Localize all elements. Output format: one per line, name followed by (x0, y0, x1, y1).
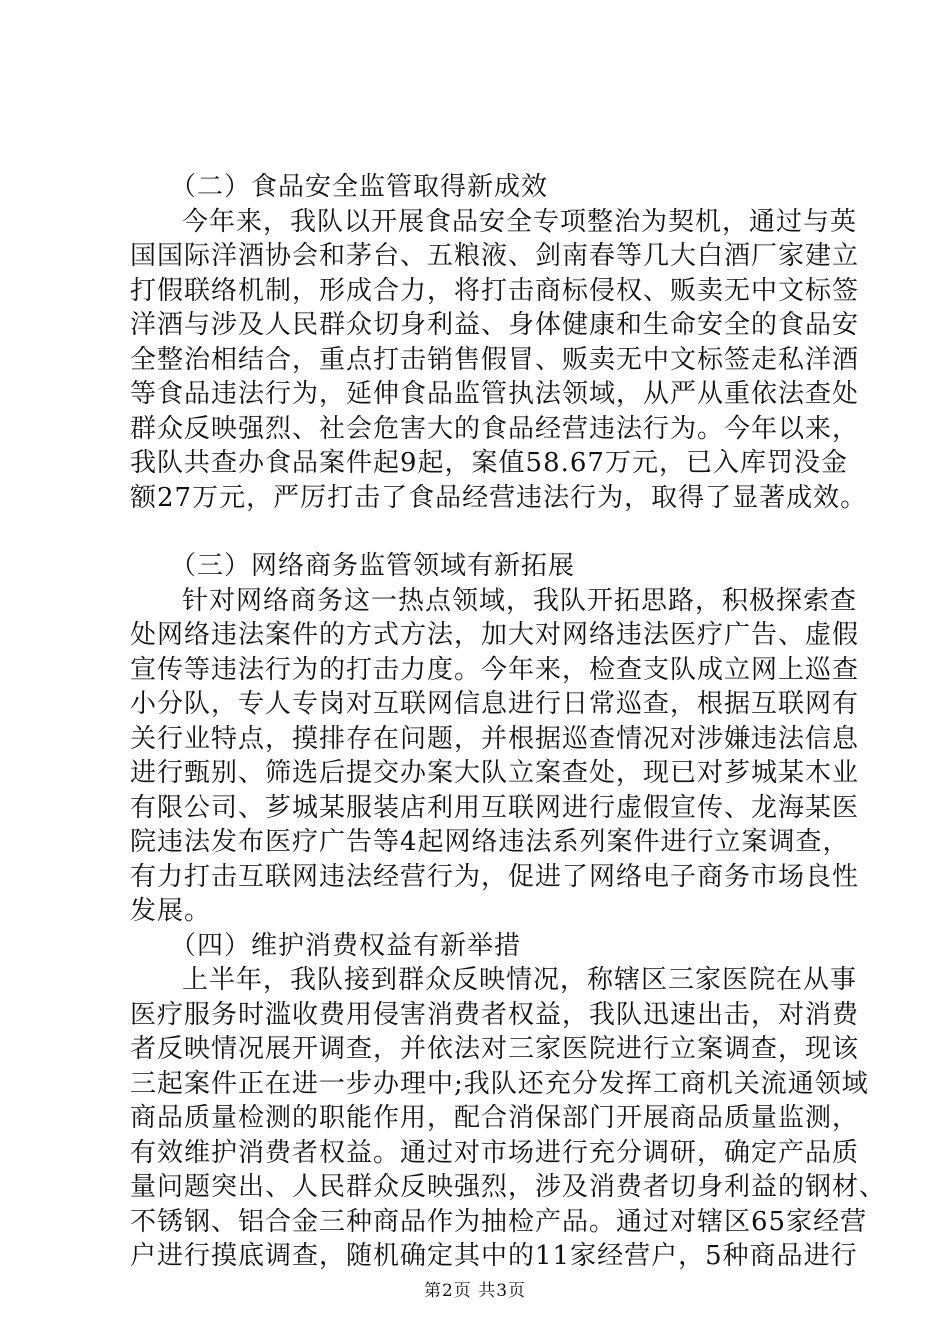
paragraph-line: 全整治相结合，重点打击销售假冒、贩卖无中文标签走私洋酒 (130, 344, 860, 375)
paragraph-line: 医疗服务时滥收费用侵害消费者权益，我队迅速出击，对消费 (130, 999, 860, 1030)
paragraph-line: 群众反映强烈、社会危害大的食品经营违法行为。今年以来， (130, 413, 860, 444)
section-spacer (130, 515, 830, 549)
paragraph-line: 洋酒与涉及人民群众切身利益、身体健康和生命安全的食品安 (130, 310, 860, 340)
paragraph-line: 处网络违法案件的方式方法，加大对网络违法医疗广告、虚假 (130, 620, 860, 650)
section-consumer-rights (130, 929, 887, 1274)
document-body (130, 170, 887, 1274)
paragraph-line: 户进行摸底调查，随机确定其中的11家经营户，5种商品进行 (130, 1241, 858, 1271)
paragraph-line: 进行甄别、筛选后提交办案大队立案查处，现已对芗城某木业 (130, 758, 860, 788)
paragraph-line: 宣传等违法行为的打击力度。今年来，检查支队成立网上巡查 (130, 654, 860, 685)
paragraph-line: 发展。 (130, 896, 212, 926)
paragraph-line: 等食品违法行为，延伸食品监管执法领域，从严从重依法查处 (130, 379, 860, 409)
section-heading: （二）食品安全监管取得新成效 (170, 172, 549, 202)
section-network-commerce (130, 549, 860, 929)
page-number-footer: 第2页 共3页 (423, 1281, 527, 1301)
paragraph-line: 额27万元，严厉打击了食品经营违法行为，取得了显著成效。 (130, 482, 868, 513)
paragraph-line: 打假联络机制，形成合力，将打击商标侵权、贩卖无中文标签 (130, 275, 860, 306)
section-food-safety (130, 170, 868, 515)
paragraph-line: 有力打击互联网违法经营行为，促进了网络电子商务市场良性 (130, 861, 860, 892)
paragraph-line: 国国际洋酒协会和茅台、五粮液、剑南春等几大白酒厂家建立 (130, 241, 860, 271)
paragraph-line: 针对网络商务这一热点领域，我队开拓思路，积极探索查 (182, 585, 858, 616)
paragraph-line: 有限公司、芗城某服装店利用互联网进行虚假宣传、龙海某医 (130, 792, 860, 823)
section-heading: （四）维护消费权益有新举措 (170, 930, 522, 961)
paragraph-line: 今年来，我队以开展食品安全专项整治为契机，通过与英 (182, 206, 858, 237)
paragraph-line: 不锈钢、铝合金三种商品作为抽检产品。通过对辖区65家经营 (130, 1206, 868, 1237)
paragraph-line: 商品质量检测的职能作用，配合消保部门开展商品质量监测， (130, 1103, 860, 1133)
paragraph-line: 量问题突出、人民群众反映强烈，涉及消费者切身利益的钢材、 (130, 1172, 887, 1202)
paragraph-line: 我队共查办食品案件起9起，案值58.67万元，已入库罚没金 (130, 448, 848, 478)
paragraph-line: 者反映情况展开调查，并依法对三家医院进行立案调查，现该 (130, 1034, 860, 1064)
paragraph-line: 院违法发布医疗广告等4起网络违法系列案件进行立案调查， (130, 827, 850, 857)
paragraph-line: 关行业特点，摸排存在问题，并根据巡查情况对涉嫌违法信息 (130, 723, 860, 754)
section-heading: （三）网络商务监管领域有新拓展 (170, 551, 576, 581)
paragraph-line: 小分队，专人专岗对互联网信息进行日常巡查，根据互联网有 (130, 689, 860, 719)
paragraph-line: 有效维护消费者权益。通过对市场进行充分调研，确定产品质 (130, 1137, 860, 1168)
paragraph-line: 三起案件正在进一步办理中;我队还充分发挥工商机关流通领域 (130, 1068, 869, 1099)
paragraph-line: 上半年，我队接到群众反映情况，称辖区三家医院在从事 (182, 965, 858, 995)
